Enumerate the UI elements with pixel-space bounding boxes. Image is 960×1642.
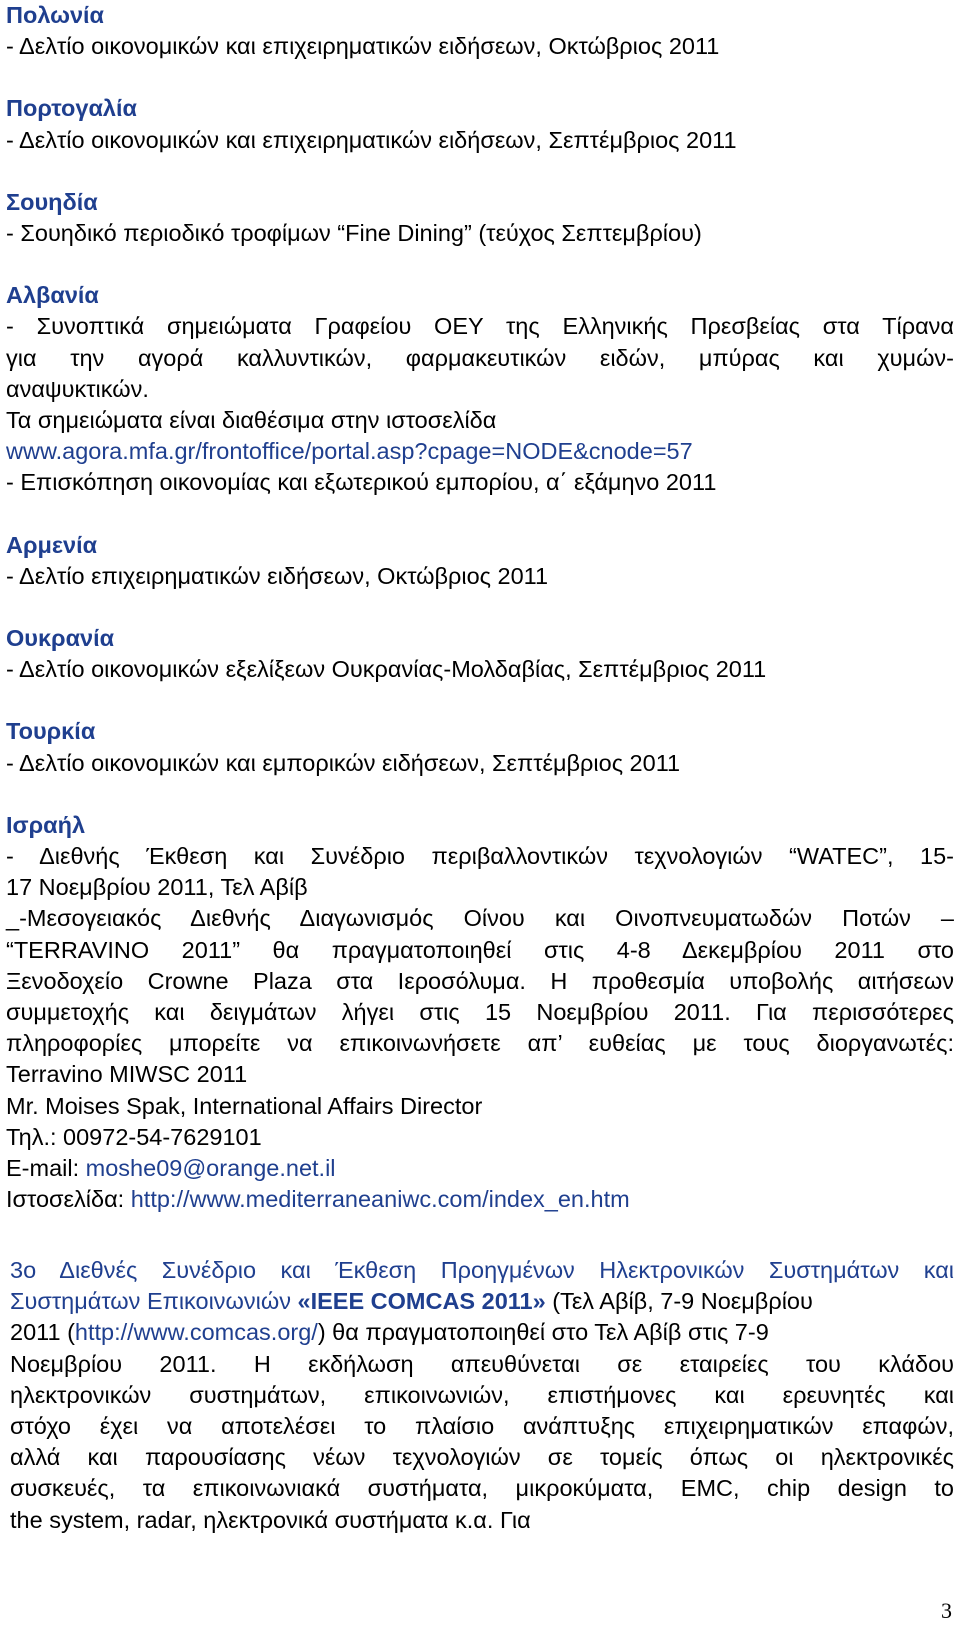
email-label: E-mail: <box>6 1155 86 1182</box>
event-item-continuation: συμμετοχής και δειγμάτων λήγει στις 15 Νοεμβρίου 2011. Για περισσότερες <box>6 999 954 1026</box>
comcas-line <box>10 1317 954 1348</box>
contact-website-row <box>6 1184 954 1215</box>
comcas-line: στόχο έχει να αποτελέσει το πλαίσιο ανάπτυξης επιχειρηματικών επαφών, <box>10 1413 954 1440</box>
event-item: _-Μεσογειακός Διεθνής Διαγωνισμός Οίνου και Οινοπνευματωδών Ποτών – <box>6 905 954 932</box>
document-page <box>6 0 954 1216</box>
comcas-line: the system, radar, ηλεκτρονικά συστήματα κ.α. Για <box>10 1506 531 1533</box>
bulletin-item-continuation: αναψυκτικών. <box>6 375 149 402</box>
bulletin-item: - Δελτίο οικονομικών και επιχειρηματικών ειδήσεων, Σεπτέμβριος 2011 <box>6 126 737 153</box>
comcas-text: 2011 ( <box>10 1319 75 1346</box>
country-heading: Πορτογαλία <box>6 95 137 122</box>
country-heading: Ουκρανία <box>6 625 115 652</box>
section-turkey <box>6 716 954 778</box>
bulletin-item: - Δελτίο οικονομικών εξελίξεων Ουκρανίας-Μολδαβίας, Σεπτέμβριος 2011 <box>6 656 767 683</box>
website-label: Ιστοσελίδα: <box>6 1186 131 1213</box>
comcas-line: Νοεμβρίου 2011. Η εκδήλωση απευθύνεται σε εταιρείες του κλάδου <box>10 1350 954 1377</box>
country-heading: Αλβανία <box>6 282 99 309</box>
comcas-paragraph <box>10 1255 954 1536</box>
email-link[interactable]: moshe09@orange.net.il <box>85 1155 336 1182</box>
bulletin-item: - Σουηδικό περιοδικό τροφίμων “Fine Dining” (τεύχος Σεπτεμβρίου) <box>6 220 702 247</box>
country-heading: Τουρκία <box>6 718 96 745</box>
contact-email-row <box>6 1153 954 1184</box>
country-heading: Αρμενία <box>6 531 98 558</box>
agora-portal-link[interactable]: www.agora.mfa.gr/frontoffice/portal.asp?cpage=NODE&cnode=57 <box>6 438 693 465</box>
bulletin-item: - Δελτίο επιχειρηματικών ειδήσεων, Οκτώβριος 2011 <box>6 562 549 589</box>
section-sweden <box>6 187 954 249</box>
event-item-continuation: “TERRAVINO 2011” θα πραγματοποιηθεί στις 4-8 Δεκεμβρίου 2011 στο <box>6 936 954 963</box>
comcas-line: αλλά και παρουσίασης νέων τεχνολογιών σε τομείς όπως οι ηλεκτρονικές <box>10 1444 954 1471</box>
organizer-name: Terravino MIWSC 2011 <box>6 1061 248 1088</box>
bulletin-item: - Συνοπτικά σημειώματα Γραφείου ΟΕΥ της Ελληνικής Πρεσβείας στα Τίρανα <box>6 313 954 340</box>
country-heading: Πολωνία <box>6 2 105 28</box>
event-item: - Διεθνής Έκθεση και Συνέδριο περιβαλλοντικών τεχνολογιών “WATEC”, 15- <box>6 843 954 870</box>
section-israel <box>6 810 954 1216</box>
comcas-event-name[interactable]: «IEEE COMCAS 2011» <box>297 1288 546 1315</box>
availability-note: Τα σημειώματα είναι διαθέσιμα στην ιστοσελίδα <box>6 407 497 434</box>
comcas-title-link-continued[interactable]: Συστημάτων Επικοινωνιών <box>10 1288 298 1315</box>
section-albania <box>6 280 954 498</box>
comcas-line <box>10 1255 954 1286</box>
comcas-line: συσκευές, τα επικοινωνιακά συστήματα, μικροκύματα, EMC, chip design to <box>10 1475 954 1502</box>
page-number: 3 <box>941 1598 952 1623</box>
section-poland <box>6 0 954 62</box>
comcas-text: ) θα πραγματοποιηθεί στο Τελ Αβίβ στις 7-9 <box>317 1319 769 1346</box>
website-link[interactable]: http://www.mediterraneaniwc.com/index_en.htm <box>130 1186 630 1213</box>
bulletin-item-continuation: για την αγορά καλλυντικών, φαρμακευτικών ειδών, μπύρας και χυμών- <box>6 344 954 371</box>
section-portugal <box>6 93 954 155</box>
comcas-dates: (Τελ Αβίβ, 7-9 Νοεμβρίου <box>545 1288 813 1315</box>
comcas-line <box>10 1286 954 1317</box>
contact-phone: Τηλ.: 00972-54-7629101 <box>6 1123 262 1150</box>
comcas-website-link[interactable]: http://www.comcas.org/ <box>74 1319 318 1346</box>
bulletin-item: - Δελτίο οικονομικών και επιχειρηματικών ειδήσεων, Οκτώβριος 2011 <box>6 33 720 60</box>
country-heading: Ισραήλ <box>6 811 86 838</box>
event-item-continuation: 17 Νοεμβρίου 2011, Τελ Αβίβ <box>6 874 308 901</box>
event-item-continuation: Ξενοδοχείο Crowne Plaza στα Ιεροσόλυμα. Η προθεσμία υποβολής αιτήσεων <box>6 967 954 994</box>
bulletin-item: - Δελτίο οικονομικών και εμπορικών ειδήσεων, Σεπτέμβριος 2011 <box>6 749 681 776</box>
contact-person: Mr. Moises Spak, International Affairs Director <box>6 1092 483 1119</box>
section-ukraine <box>6 623 954 685</box>
comcas-title-link[interactable]: 3ο Διεθνές Συνέδριο και Έκθεση Προηγμένων Ηλεκτρονικών Συστημάτων και <box>10 1257 954 1283</box>
bulletin-item: - Επισκόπηση οικονομίας και εξωτερικού εμπορίου, α΄ εξάμηνο 2011 <box>6 469 717 496</box>
event-item-continuation: πληροφορίες μπορείτε να επικοινωνήσετε απ’ ευθείας με τους διοργανωτές: <box>6 1030 954 1057</box>
section-armenia <box>6 530 954 592</box>
country-heading: Σουηδία <box>6 188 98 215</box>
comcas-line: ηλεκτρονικών συστημάτων, επικοινωνιών, επιστήμονες και ερευνητές και <box>10 1381 954 1408</box>
